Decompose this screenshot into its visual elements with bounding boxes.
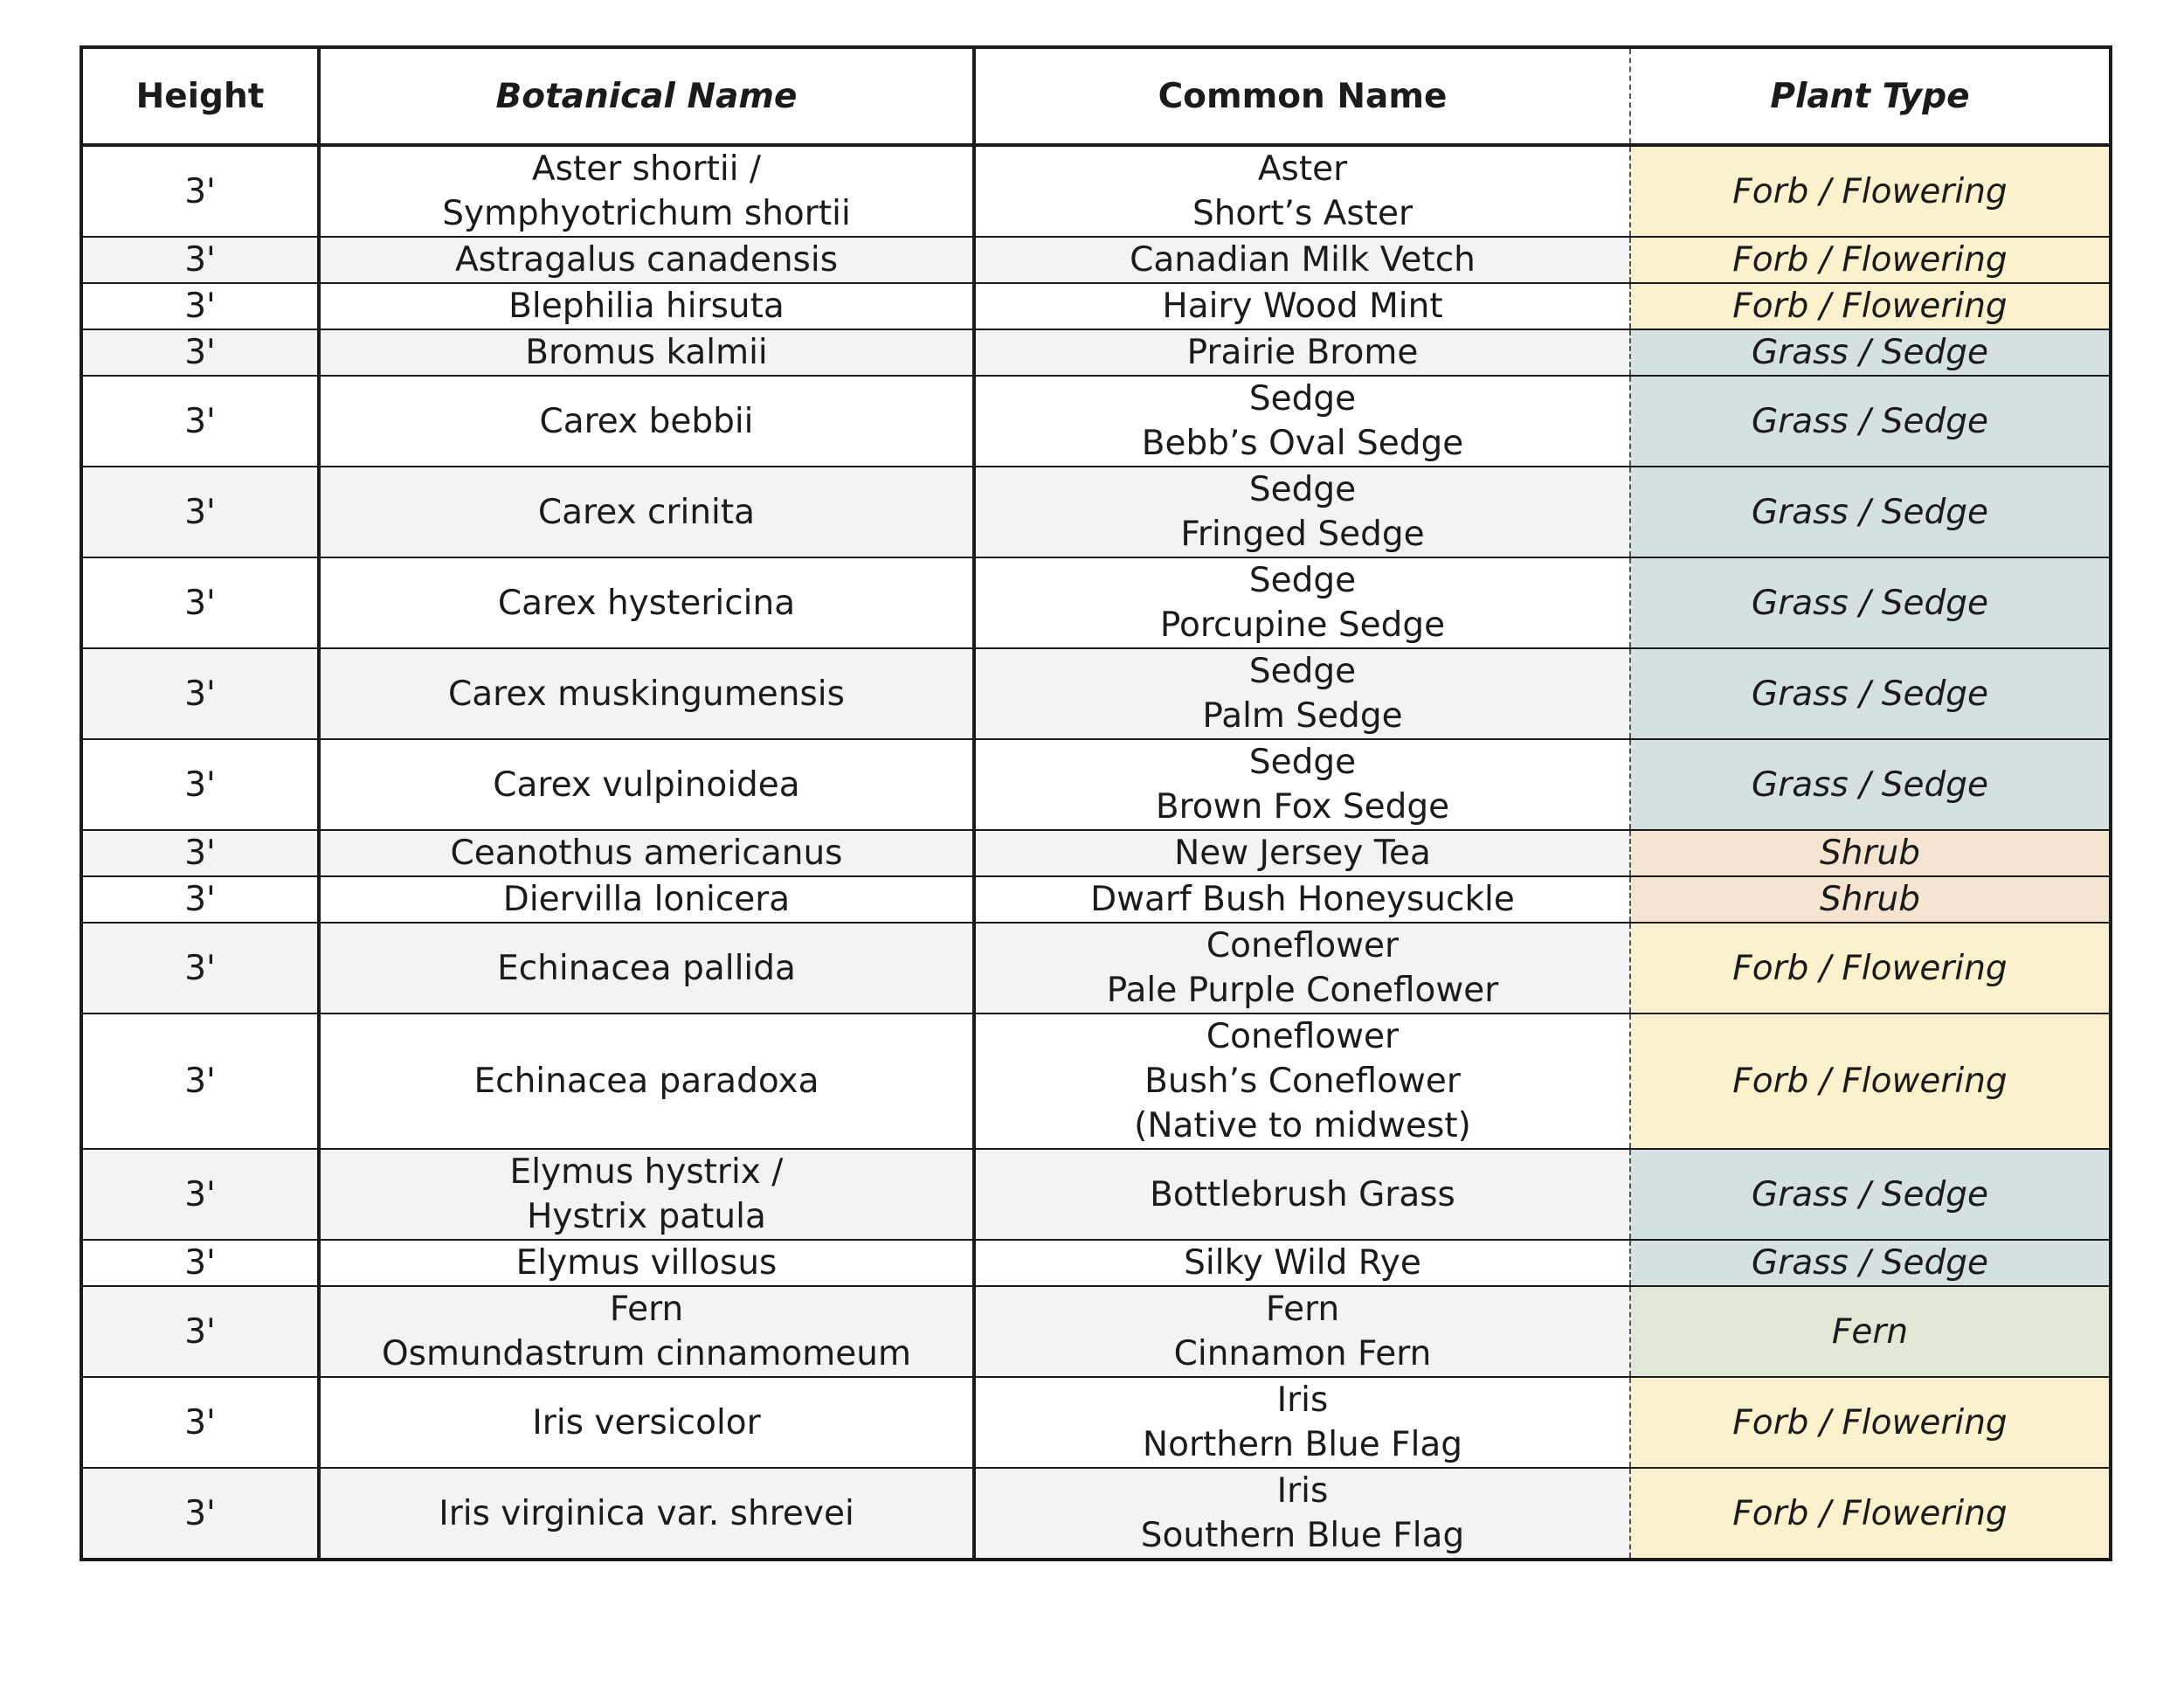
common-name-line: Sedge [1248,470,1357,509]
height-cell: 3' [81,876,319,923]
common-name-cell [974,1286,1630,1377]
botanical-name-line: Ceanothus americanus [450,834,843,873]
botanical-name-line: Astragalus canadensis [454,240,839,280]
height-cell: 3' [81,648,319,739]
common-name-line: Iris [1276,1471,1329,1511]
botanical-name-cell [319,376,974,467]
botanical-name-cell [319,1468,974,1560]
plant-type-cell: Forb / Flowering [1630,923,2111,1013]
botanical-name-cell [319,1149,974,1240]
height-cell: 3' [81,283,319,329]
botanical-name-cell [319,1286,974,1377]
common-name-cell [974,557,1630,648]
common-name-line: Sedge [1248,652,1357,691]
botanical-name-cell [319,830,974,876]
table-row [81,329,2111,376]
botanical-name-line: Bromus kalmii [525,333,768,372]
plant-type-cell: Shrub [1630,876,2111,923]
common-name-cell [974,1013,1630,1149]
common-name-cell [974,739,1630,830]
common-name-cell [974,237,1630,283]
table-row [81,376,2111,467]
table-row [81,739,2111,830]
botanical-name-line: Elymus villosus [515,1243,778,1283]
botanical-name-line: Elymus hystrix / [509,1152,784,1192]
plant-type-cell: Grass / Sedge [1630,739,2111,830]
botanical-name-cell [319,467,974,557]
height-cell: 3' [81,1240,319,1286]
botanical-name-line: Symphyotrichum shortii [442,194,851,233]
botanical-name-cell [319,1013,974,1149]
botanical-name-line: Carex crinita [537,492,756,532]
common-name-cell [974,876,1630,923]
table-row [81,830,2111,876]
table-row [81,876,2111,923]
common-name-line: Brown Fox Sedge [1155,787,1450,827]
height-cell: 3' [81,739,319,830]
table-row [81,1149,2111,1240]
botanical-name-line: Carex vulpinoidea [493,764,800,805]
plant-type-cell: Fern [1630,1286,2111,1377]
common-name-line: Canadian Milk Vetch [1130,240,1476,280]
botanical-name-cell [319,648,974,739]
plant-type-cell: Forb / Flowering [1630,237,2111,283]
plant-rows [81,145,2111,1560]
botanical-name-cell [319,283,974,329]
common-name-line: Pale Purple Coneflower [1106,971,1499,1010]
header-row [81,47,2111,145]
height-cell: 3' [81,467,319,557]
plant-type-cell: Grass / Sedge [1630,467,2111,557]
common-name-line: Cinnamon Fern [1173,1334,1432,1373]
common-name-line: (Native to midwest) [1134,1106,1471,1145]
botanical-name-line: Carex hystericina [497,583,796,623]
botanical-name-line: Osmundastrum cinnamomeum [381,1334,911,1373]
botanical-name-line: Diervilla lonicera [502,880,791,919]
height-cell: 3' [81,557,319,648]
plant-type-cell: Shrub [1630,830,2111,876]
plant-type-cell: Forb / Flowering [1630,145,2111,237]
header-common-name: Common Name [974,47,1630,145]
common-name-cell [974,648,1630,739]
height-cell: 3' [81,237,319,283]
common-name-line: Sedge [1248,561,1357,600]
table-row [81,283,2111,329]
common-name-line: Bebb’s Oval Sedge [1141,424,1464,463]
table-row [81,1013,2111,1149]
common-name-cell [974,1377,1630,1468]
botanical-name-line: Echinacea pallida [497,948,796,988]
botanical-name-line: Hystrix patula [527,1197,766,1236]
botanical-name-line: Iris versicolor [532,1402,761,1442]
plant-type-cell: Grass / Sedge [1630,1240,2111,1286]
common-name-cell [974,329,1630,376]
botanical-name-cell [319,739,974,830]
common-name-cell [974,283,1630,329]
height-cell: 3' [81,923,319,1013]
table-row [81,1286,2111,1377]
botanical-name-line: Iris virginica var. shrevei [439,1493,854,1533]
height-cell: 3' [81,1377,319,1468]
botanical-name-cell [319,557,974,648]
common-name-line: Sedge [1248,379,1357,419]
common-name-cell [974,830,1630,876]
botanical-name-cell [319,145,974,237]
table-row [81,237,2111,283]
height-cell: 3' [81,830,319,876]
plant-type-cell: Forb / Flowering [1630,1468,2111,1560]
botanical-name-cell [319,923,974,1013]
plant-table [79,45,2112,1561]
common-name-line: Bush’s Coneflower [1144,1062,1461,1101]
table-row [81,1240,2111,1286]
table-row [81,467,2111,557]
plant-type-cell: Grass / Sedge [1630,329,2111,376]
height-cell: 3' [81,145,319,237]
height-cell: 3' [81,329,319,376]
common-name-cell [974,376,1630,467]
table-row [81,923,2111,1013]
common-name-line: Fringed Sedge [1180,515,1425,554]
botanical-name-cell [319,876,974,923]
common-name-line: Sedge [1248,743,1357,782]
plant-type-cell: Forb / Flowering [1630,1377,2111,1468]
common-name-line: Silky Wild Rye [1184,1243,1421,1283]
common-name-line: Aster [1257,149,1348,189]
common-name-line: Iris [1276,1380,1329,1420]
common-name-line: New Jersey Tea [1174,834,1431,873]
height-cell: 3' [81,1149,319,1240]
header-height: Height [81,47,319,145]
header-plant-type: Plant Type [1630,47,2111,145]
table-row [81,145,2111,237]
botanical-name-cell [319,1377,974,1468]
common-name-line: Coneflower [1206,1017,1400,1056]
common-name-line: Short’s Aster [1192,194,1413,233]
table-row [81,1468,2111,1560]
botanical-name-cell [319,1240,974,1286]
height-cell: 3' [81,1468,319,1560]
plant-type-cell: Grass / Sedge [1630,376,2111,467]
botanical-name-cell [319,237,974,283]
common-name-line: Southern Blue Flag [1140,1516,1465,1555]
plant-type-cell: Grass / Sedge [1630,1149,2111,1240]
common-name-cell [974,145,1630,237]
plant-type-cell: Forb / Flowering [1630,1013,2111,1149]
table-row [81,1377,2111,1468]
common-name-line: Bottlebrush Grass [1150,1174,1455,1214]
header-botanical-name: Botanical Name [319,47,974,145]
common-name-cell [974,923,1630,1013]
common-name-line: Prairie Brome [1186,333,1419,372]
botanical-name-line: Fern [609,1290,684,1329]
botanical-name-line: Carex muskingumensis [448,674,845,714]
botanical-name-line: Echinacea paradoxa [473,1062,819,1101]
botanical-name-line: Carex bebbii [539,401,754,441]
height-cell: 3' [81,376,319,467]
common-name-line: Porcupine Sedge [1159,605,1446,645]
botanical-name-cell [319,329,974,376]
common-name-cell [974,1149,1630,1240]
common-name-cell [974,467,1630,557]
plant-type-cell: Grass / Sedge [1630,648,2111,739]
table-row [81,648,2111,739]
common-name-line: Dwarf Bush Honeysuckle [1090,880,1515,919]
common-name-line: Fern [1265,1290,1340,1329]
height-cell: 3' [81,1286,319,1377]
plant-type-cell: Grass / Sedge [1630,557,2111,648]
common-name-cell [974,1240,1630,1286]
common-name-cell [974,1468,1630,1560]
common-name-line: Hairy Wood Mint [1162,287,1443,326]
common-name-line: Northern Blue Flag [1142,1425,1463,1464]
plant-type-cell: Forb / Flowering [1630,283,2111,329]
common-name-line: Palm Sedge [1202,696,1403,736]
table-row [81,557,2111,648]
botanical-name-line: Blephilia hirsuta [508,287,784,326]
common-name-line: Coneflower [1206,926,1400,965]
height-cell: 3' [81,1013,319,1149]
botanical-name-line: Aster shortii / [531,149,762,189]
